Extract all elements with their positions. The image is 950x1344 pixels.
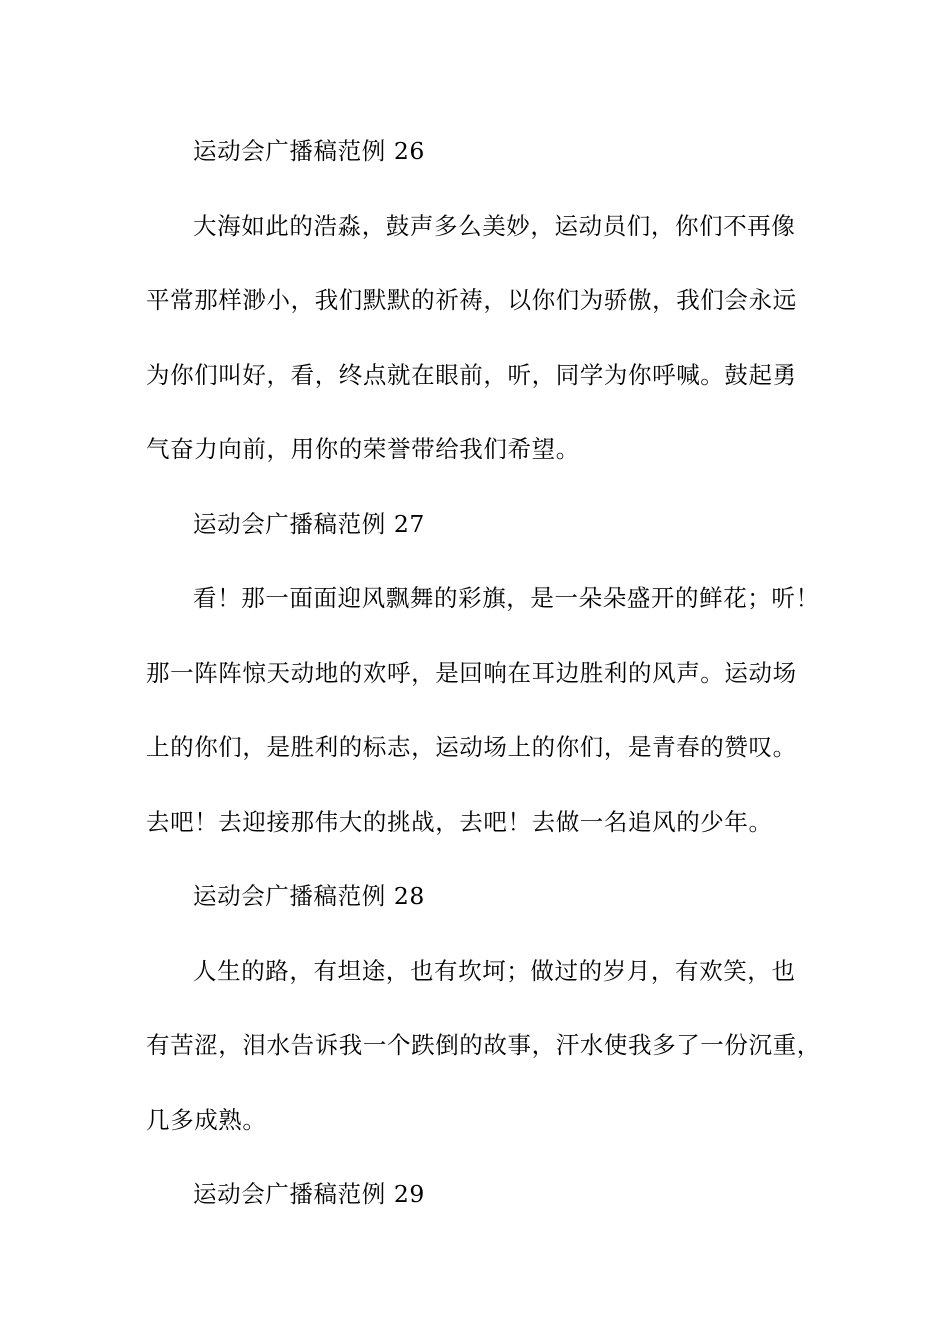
section-heading-28: 运动会广播稿范例 28	[193, 882, 425, 910]
section-heading-29: 运动会广播稿范例 29	[193, 1180, 425, 1208]
paragraph-27-line-1: 看！那一面面迎风飘舞的彩旗，是一朵朵盛开的鲜花；听！	[193, 584, 820, 612]
paragraph-26-line-2: 平常那样渺小，我们默默的祈祷，以你们为骄傲，我们会永远	[146, 286, 797, 314]
paragraph-27-line-2: 那一阵阵惊天动地的欢呼，是回响在耳边胜利的风声。运动场	[146, 658, 797, 687]
document-body	[146, 114, 836, 1232]
paragraph-26-line-1: 大海如此的浩淼，鼓声多么美妙，运动员们，你们不再像	[193, 211, 796, 240]
paragraph-27-line-3: 上的你们，是胜利的标志，运动场上的你们，是青春的赞叹。	[146, 733, 797, 761]
paragraph-27-line-4: 去吧！去迎接那伟大的挑战，去吧！去做一名追风的少年。	[146, 807, 773, 836]
paragraph-26-line-3: 为你们叫好，看，终点就在眼前，听，同学为你呼喊。鼓起勇	[146, 360, 797, 389]
paragraph-28-line-1: 人生的路，有坦途，也有坎坷；做过的岁月，有欢笑，也	[193, 956, 796, 985]
section-heading-26: 运动会广播稿范例 26	[193, 137, 425, 165]
paragraph-28-line-2: 有苦涩，泪水告诉我一个跌倒的故事，汗水使我多了一份沉重，	[146, 1031, 821, 1059]
paragraph-28-line-3: 几多成熟。	[146, 1105, 267, 1134]
paragraph-26-line-4: 气奋力向前，用你的荣誉带给我们希望。	[146, 435, 580, 463]
section-heading-27: 运动会广播稿范例 27	[193, 509, 425, 538]
